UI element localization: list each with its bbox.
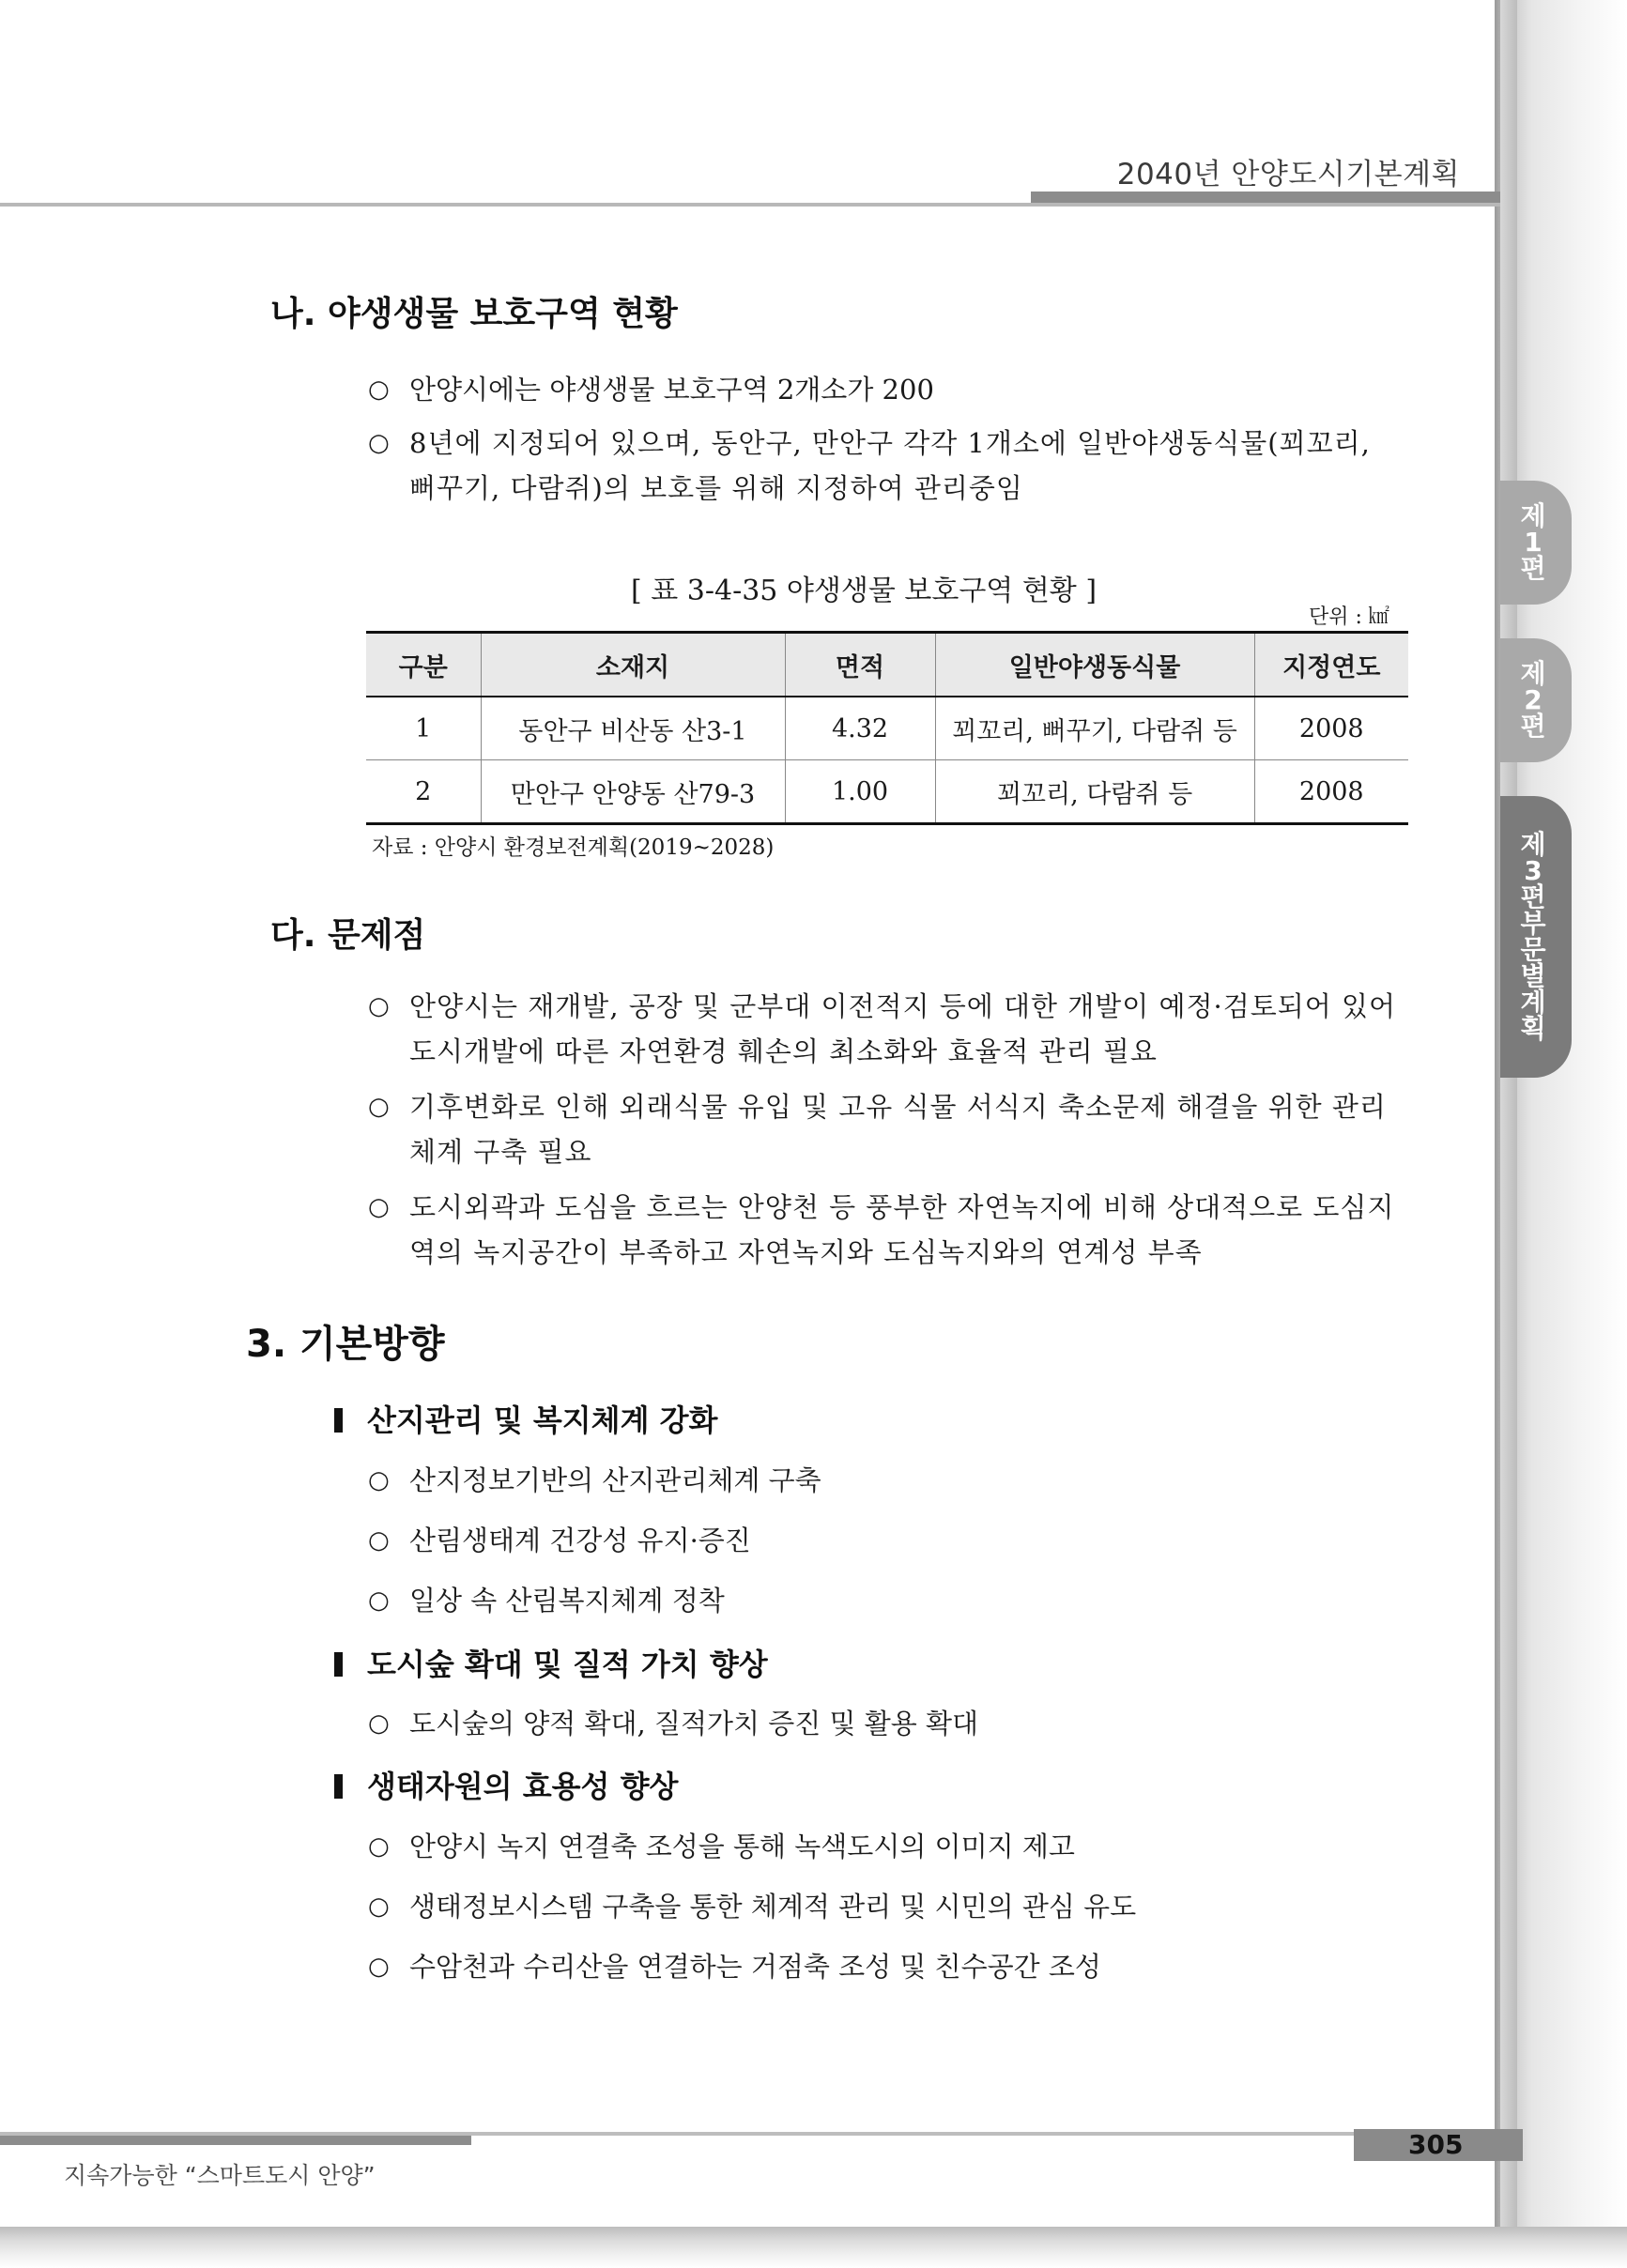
bullet-text: 수암천과 수리산을 연결하는 거점축 조성 및 친수공간 조성 bbox=[409, 1951, 1101, 1983]
circle-bullet-icon: ○ bbox=[368, 1586, 390, 1615]
page-edge-strip bbox=[1500, 0, 1517, 2244]
circle-bullet-icon: ○ bbox=[368, 1832, 390, 1861]
circle-bullet-icon: ○ bbox=[368, 1893, 390, 1921]
header-rule-dark bbox=[1031, 192, 1500, 203]
bullet-text: 생태정보시스템 구축을 통한 체계적 관리 및 시민의 관심 유도 bbox=[409, 1891, 1137, 1923]
table-header-cell: 소재지 bbox=[481, 633, 785, 697]
wildlife-protection-table bbox=[366, 631, 1408, 825]
tab-part-1[interactable] bbox=[1500, 481, 1572, 605]
table-caption: [ 표 3-4-35 야생생물 보호구역 현황 ] bbox=[631, 575, 1097, 607]
strategy-heading bbox=[334, 1641, 768, 1684]
bullet-text: 산지정보기반의 산지관리체계 구축 bbox=[409, 1464, 821, 1496]
table-header-cell: 구분 bbox=[366, 633, 481, 697]
table-header-cell: 지정연도 bbox=[1254, 633, 1408, 697]
tab-part-2[interactable] bbox=[1500, 638, 1572, 762]
tab-part-3-char: 별 bbox=[1520, 960, 1546, 991]
square-bullet-icon bbox=[334, 1652, 343, 1677]
circle-bullet-icon: ○ bbox=[368, 1466, 390, 1494]
table-header-cell: 일반야생동식물 bbox=[935, 633, 1254, 697]
tab-part-3-char: 부 bbox=[1520, 908, 1546, 939]
bullet-text: 기후변화로 인해 외래식물 유입 및 고유 식물 서식지 축소문제 해결을 위한 관리체계 구축 필요 bbox=[409, 1091, 1387, 1168]
square-bullet-icon bbox=[334, 1774, 343, 1799]
bullet-text: 안양시 녹지 연결축 조성을 통해 녹색도시의 이미지 제고 bbox=[409, 1831, 1075, 1862]
table-cell: 꾀꼬리, 뻐꾸기, 다람쥐 등 bbox=[935, 697, 1254, 760]
section-heading-na: 나. 야생생물 보호구역 현황 bbox=[270, 295, 678, 333]
running-header-title: 2040년 안양도시기본계획 bbox=[1116, 158, 1460, 192]
table-cell: 1.00 bbox=[785, 760, 935, 824]
table-cell: 2 bbox=[366, 760, 481, 824]
section-heading-3: 3. 기본방향 bbox=[246, 1323, 445, 1366]
footer-brand: 지속가능한 “스마트도시 안양” bbox=[64, 2162, 376, 2189]
table-row bbox=[366, 697, 1408, 760]
bullet-text: 도시외곽과 도심을 흐르는 안양천 등 풍부한 자연녹지에 비해 상대적으로 도심지역의 녹지공간이 부족하고 자연녹지와 도심녹지와의 연계성 부족 bbox=[409, 1191, 1395, 1268]
tab-part-3-char: 편 bbox=[1520, 881, 1546, 912]
tab-part-3-char: 획 bbox=[1520, 1013, 1546, 1044]
tab-part-3-char: 3 bbox=[1524, 855, 1543, 886]
table-row bbox=[366, 760, 1408, 824]
section-heading-da: 다. 문제점 bbox=[270, 916, 426, 955]
table-cell: 2008 bbox=[1254, 697, 1408, 760]
circle-bullet-icon: ○ bbox=[368, 375, 390, 404]
bullet-text: 산림생태계 건강성 유지·증진 bbox=[409, 1525, 751, 1556]
circle-bullet-icon: ○ bbox=[368, 1953, 390, 1981]
page-bottom-shadow bbox=[0, 2227, 1627, 2268]
table-cell: 동안구 비산동 산3-1 bbox=[481, 697, 785, 760]
footer-rule-dark bbox=[0, 2136, 471, 2145]
tab-part-2-char: 제 bbox=[1520, 658, 1546, 689]
tab-part-2-char: 2 bbox=[1524, 684, 1543, 715]
bullet-text: 일상 속 산림복지체계 정착 bbox=[409, 1585, 725, 1617]
square-bullet-icon bbox=[334, 1408, 343, 1433]
circle-bullet-icon: ○ bbox=[368, 1193, 390, 1221]
circle-bullet-icon: ○ bbox=[368, 1093, 390, 1121]
circle-bullet-icon: ○ bbox=[368, 1526, 390, 1555]
circle-bullet-icon: ○ bbox=[368, 992, 390, 1020]
strategy-title: 도시숲 확대 및 질적 가치 향상 bbox=[367, 1647, 768, 1682]
table-cell: 만안구 안양동 산79-3 bbox=[481, 760, 785, 824]
strategy-heading bbox=[334, 1397, 717, 1440]
bullet-text: 8년에 지정되어 있으며, 동안구, 만안구 각각 1개소에 일반야생동식물(꾀꼬리, 뻐꾸기, 다람쥐)의 보호를 위해 지정하여 관리중임 bbox=[409, 427, 1371, 504]
header-rule bbox=[0, 203, 1500, 207]
tab-part-3-char: 문 bbox=[1520, 934, 1546, 965]
table-cell: 2008 bbox=[1254, 760, 1408, 824]
strategy-title: 생태자원의 효용성 향상 bbox=[367, 1769, 679, 1804]
tab-part-3-char: 제 bbox=[1520, 829, 1546, 860]
table-header-row bbox=[366, 633, 1408, 697]
tab-part-1-char: 제 bbox=[1520, 500, 1546, 531]
page-number: 305 bbox=[1408, 2129, 1464, 2160]
tab-part-1-char: 1 bbox=[1524, 527, 1543, 558]
table-cell: 꾀꼬리, 다람쥐 등 bbox=[935, 760, 1254, 824]
bullet-text: 안양시는 재개발, 공장 및 군부대 이전적지 등에 대한 개발이 예정·검토되어 있어 도시개발에 따른 자연환경 훼손의 최소화와 효율적 관리 필요 bbox=[409, 990, 1397, 1067]
tab-part-3-char: 계 bbox=[1520, 987, 1546, 1018]
strategy-title: 산지관리 및 복지체계 강화 bbox=[367, 1402, 718, 1438]
table-unit: 단위 : ㎢ bbox=[1309, 605, 1389, 629]
circle-bullet-icon: ○ bbox=[368, 429, 390, 457]
circle-bullet-icon: ○ bbox=[368, 1709, 390, 1738]
bullet-text: 도시숲의 양적 확대, 질적가치 증진 및 활용 확대 bbox=[409, 1708, 979, 1739]
table-cell: 4.32 bbox=[785, 697, 935, 760]
table-source: 자료 : 안양시 환경보전계획(2019~2028) bbox=[372, 835, 775, 860]
table-header-cell: 면적 bbox=[785, 633, 935, 697]
tab-part-3[interactable] bbox=[1500, 796, 1572, 1078]
tab-part-1-char: 편 bbox=[1520, 553, 1546, 584]
bullet-text: 안양시에는 야생생물 보호구역 2개소가 200 bbox=[409, 374, 934, 406]
tab-part-2-char: 편 bbox=[1520, 711, 1546, 742]
table-cell: 1 bbox=[366, 697, 481, 760]
strategy-heading bbox=[334, 1763, 678, 1806]
